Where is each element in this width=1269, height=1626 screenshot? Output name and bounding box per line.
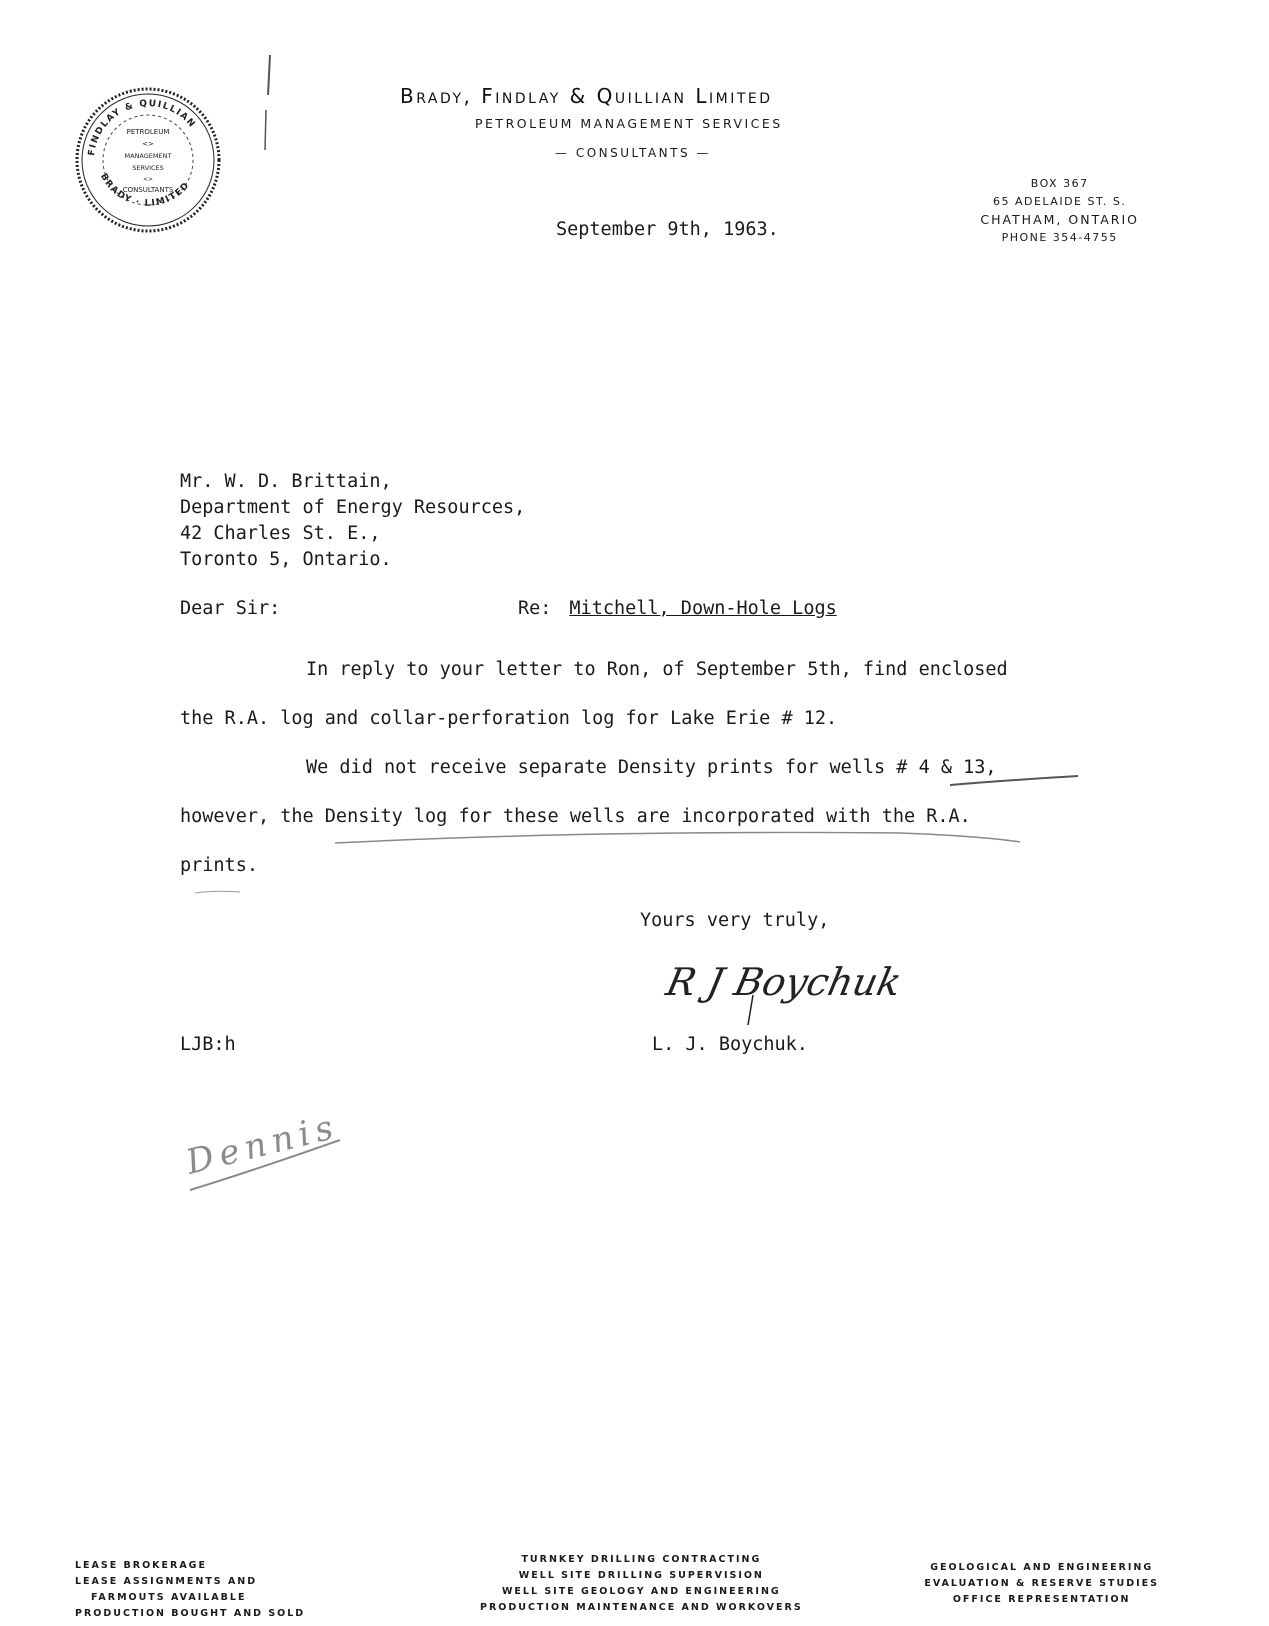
footer-left-line1: LEASE BROKERAGE [75, 1560, 207, 1571]
footer-right [924, 1560, 1159, 1608]
svg-text:MANAGEMENT: MANAGEMENT [124, 152, 172, 160]
address-city: CHATHAM, ONTARIO [980, 212, 1139, 227]
note-text: Dennis [182, 1106, 343, 1183]
signature-text: R J Boychuk [662, 960, 906, 1005]
recipient-street: 42 Charles St. E., [180, 523, 381, 544]
recipient-name: Mr. W. D. Brittain, [180, 471, 392, 492]
footer-center [480, 1552, 803, 1616]
body-p2-line3: prints. [180, 855, 258, 876]
footer-left-line2: LEASE ASSIGNMENTS AND [75, 1576, 258, 1587]
footer-right-line1: GEOLOGICAL AND ENGINEERING [930, 1562, 1154, 1573]
body-p2-line2: however, the Density log for these wells are incorporated with the R.A. [180, 806, 971, 827]
footer-left [75, 1558, 305, 1622]
svg-text:<>: <> [142, 176, 154, 183]
handwritten-note [175, 1090, 355, 1200]
consultants-line: — CONSULTANTS — [555, 146, 711, 160]
signatory-name: L. J. Boychuk. [652, 1034, 808, 1055]
footer-center-line2: WELL SITE DRILLING SUPERVISION [518, 1570, 764, 1581]
footer-right-line3: OFFICE REPRESENTATION [952, 1594, 1131, 1605]
svg-text:PETROLEUM: PETROLEUM [126, 128, 170, 136]
address-phone: PHONE 354-4755 [1001, 231, 1118, 244]
re-label: Re: [518, 598, 552, 619]
footer-center-line3: WELL SITE GEOLOGY AND ENGINEERING [501, 1586, 781, 1597]
body-p1-line2: the R.A. log and collar-perforation log for Lake Erie # 12. [180, 708, 838, 729]
company-subtitle: PETROLEUM MANAGEMENT SERVICES [475, 116, 783, 131]
address-street: 65 ADELAIDE ST. S. [992, 195, 1127, 208]
svg-text:CONSULTANTS: CONSULTANTS [122, 186, 174, 194]
svg-text:SERVICES: SERVICES [132, 164, 164, 172]
svg-text:BRADY · LIMITED: BRADY · LIMITED [98, 172, 193, 209]
company-name: Brady, Findlay & Quillian Limited [400, 84, 773, 108]
address-box: BOX 367 [1030, 177, 1089, 190]
recipient-department: Department of Energy Resources, [180, 497, 526, 518]
footer-center-line4: PRODUCTION MAINTENANCE AND WORKOVERS [480, 1602, 803, 1613]
footer-left-line4: PRODUCTION BOUGHT AND SOLD [75, 1608, 306, 1619]
footer-right-line2: EVALUATION & RESERVE STUDIES [924, 1578, 1159, 1589]
handwritten-signature [662, 950, 906, 1030]
recipient-city: Toronto 5, Ontario. [180, 549, 392, 570]
re-subject: Mitchell, Down-Hole Logs [569, 598, 837, 619]
body-p1-line1: In reply to your letter to Ron, of September 5th, find enclosed [306, 659, 1008, 680]
typist-initials: LJB:h [180, 1034, 236, 1055]
svg-text:<>: <> [142, 140, 154, 148]
letter-date: September 9th, 1963. [556, 219, 779, 240]
footer-center-line1: TURNKEY DRILLING CONTRACTING [521, 1554, 762, 1565]
footer-left-line3: FARMOUTS AVAILABLE [91, 1592, 247, 1603]
salutation: Dear Sir: [180, 598, 281, 619]
body-p2-line1: We did not receive separate Density prints for wells # 4 & 13, [306, 757, 997, 778]
svg-text:FINDLAY & QUILLIAN: FINDLAY & QUILLIAN [87, 98, 198, 157]
closing: Yours very truly, [640, 910, 830, 931]
